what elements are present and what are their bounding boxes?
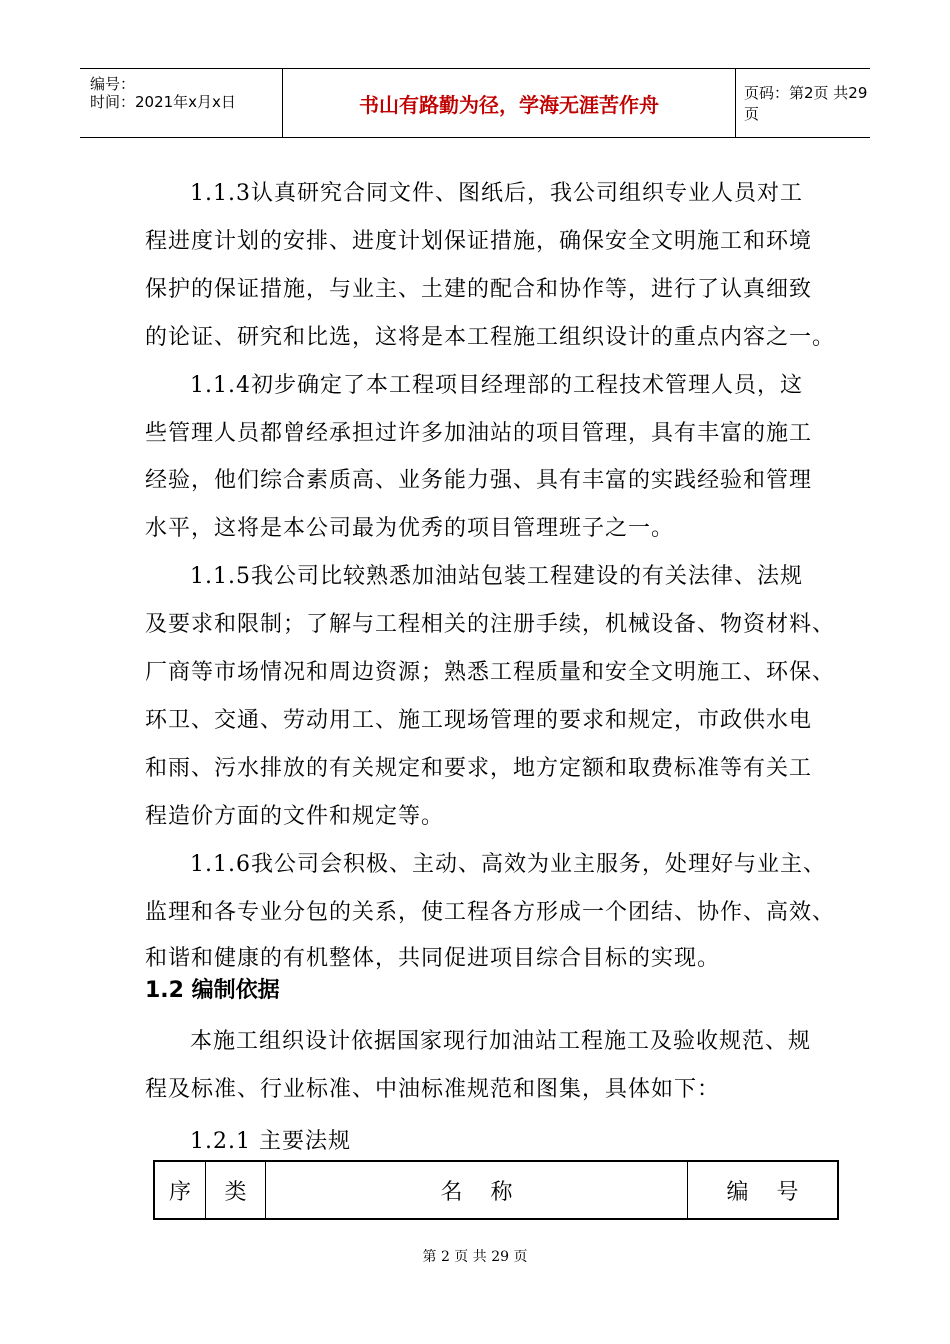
col-seq-header: 序 xyxy=(168,1179,191,1205)
time-label: 时间：2021年x月x日 xyxy=(90,93,236,111)
paragraph-1-1-3-line-1: 1.1.3认真研究合同文件、图纸后，我公司组织专业人员对工 xyxy=(190,181,803,206)
page-header xyxy=(80,68,870,138)
regulations-table-header xyxy=(153,1160,839,1220)
header-meta xyxy=(80,69,282,137)
section-heading-1-2: 1.2 编制依据 xyxy=(145,978,280,1003)
section-intro-line-1: 本施工组织设计依据国家现行加油站工程施工及验收规范、规 xyxy=(190,1029,812,1054)
paragraph-1-1-4-line-4: 水平，这将是本公司最为优秀的项目管理班子之一。 xyxy=(145,516,675,541)
subsection-1-2-1: 1.2.1 主要法规 xyxy=(190,1129,351,1154)
paragraph-1-1-3-line-2: 程进度计划的安排、进度计划保证措施，确保安全文明施工和环境 xyxy=(145,229,813,254)
page-footer: 第 2 页 共 29 页 xyxy=(422,1249,528,1265)
paragraph-1-1-3-line-4: 的论证、研究和比选，这将是本工程施工组织设计的重点内容之一。 xyxy=(145,325,836,350)
paragraph-1-1-3-line-3: 保护的保证措施，与业主、土建的配合和协作等，进行了认真细致 xyxy=(145,277,813,302)
paragraph-1-1-5-line-6: 程造价方面的文件和规定等。 xyxy=(145,804,445,829)
paragraph-1-1-5-line-3: 厂商等市场情况和周边资源；熟悉工程质量和安全文明施工、环保、 xyxy=(145,660,836,685)
paragraph-1-1-5-line-1: 1.1.5我公司比较熟悉加油站包装工程建设的有关法律、法规 xyxy=(190,564,803,589)
number-label: 编号： xyxy=(90,75,136,93)
paragraph-1-1-6-line-1: 1.1.6我公司会积极、主动、高效为业主服务，处理好与业主、 xyxy=(190,852,826,877)
header-motto: 书山有路勤为径，学海无涯苦作舟 xyxy=(282,69,736,137)
col-name-header: 名 称 xyxy=(440,1179,513,1205)
paragraph-1-1-4-line-2: 些管理人员都曾经承担过许多加油站的项目管理，具有丰富的施工 xyxy=(145,421,813,446)
paragraph-1-1-5-line-2: 及要求和限制；了解与工程相关的注册手续，机械设备、物资材料、 xyxy=(145,612,836,637)
paragraph-1-1-6-line-3: 和谐和健康的有机整体，共同促进项目综合目标的实现。 xyxy=(145,946,721,971)
col-number-header: 编 号 xyxy=(726,1179,799,1205)
paragraph-1-1-6-line-2: 监理和各专业分包的关系，使工程各方形成一个团结、协作、高效、 xyxy=(145,900,836,925)
section-intro-line-2: 程及标准、行业标准、中油标准规范和图集，具体如下： xyxy=(145,1077,721,1102)
col-type-header: 类 xyxy=(224,1179,247,1205)
paragraph-1-1-4-line-3: 经验，他们综合素质高、业务能力强、具有丰富的实践经验和管理 xyxy=(145,468,813,493)
header-page-info: 页码：第2页 共29页 xyxy=(744,84,868,123)
paragraph-1-1-5-line-4: 环卫、交通、劳动用工、施工现场管理的要求和规定，市政供水电 xyxy=(145,708,813,733)
paragraph-1-1-5-line-5: 和雨、污水排放的有关规定和要求，地方定额和取费标准等有关工 xyxy=(145,756,813,781)
paragraph-1-1-4-line-1: 1.1.4初步确定了本工程项目经理部的工程技术管理人员，这 xyxy=(190,373,803,398)
